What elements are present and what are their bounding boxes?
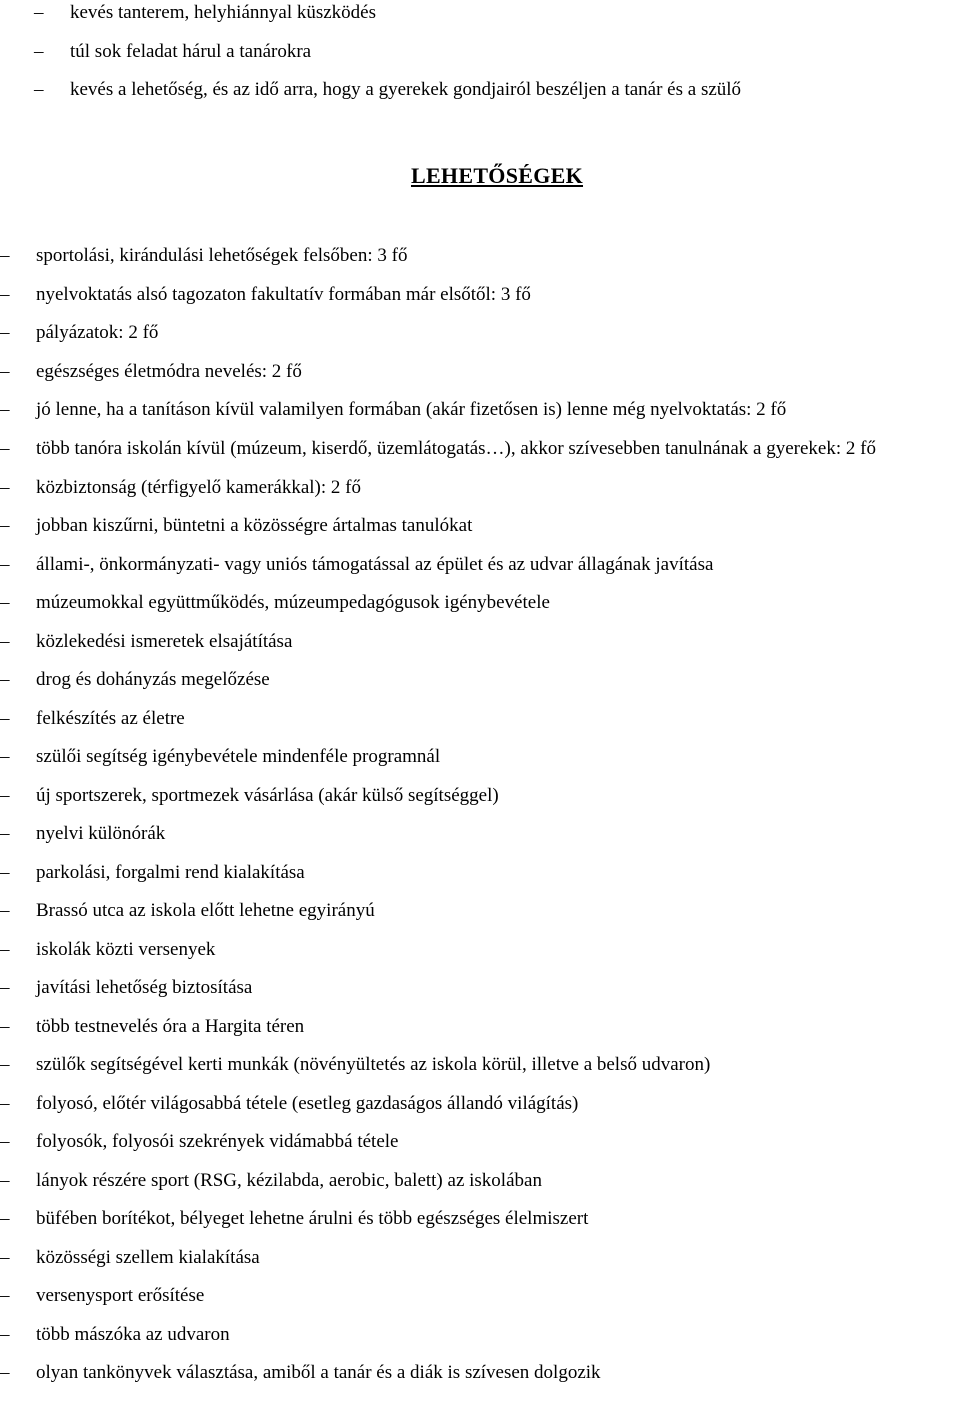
opportunity-item <box>0 276 960 315</box>
opportunity-item-text: pályázatok: 2 fő <box>36 322 159 343</box>
opportunity-item-text: szülői segítség igénybevétele mindenféle programnál <box>36 746 441 767</box>
dash-bullet: – <box>0 1169 10 1191</box>
opportunity-item <box>0 931 960 970</box>
opportunity-item <box>0 969 960 1008</box>
opportunity-item-text: büfében borítékot, bélyeget lehetne árulni és több egészséges élelmiszert <box>36 1208 589 1229</box>
dash-bullet: – <box>0 283 10 305</box>
opportunity-item <box>0 738 960 777</box>
opportunity-item <box>0 777 960 816</box>
dash-bullet: – <box>0 823 10 844</box>
dash-bullet: – <box>0 861 10 883</box>
opportunity-item-text: parkolási, forgalmi rend kialakítása <box>36 861 305 883</box>
dash-bullet: – <box>0 1131 10 1152</box>
dash-bullet: – <box>0 515 10 536</box>
section-heading: LEHETŐSÉGEK <box>410 163 584 188</box>
opportunity-item-text: folyosók, folyosói szekrények vidámabbá tétele <box>36 1131 399 1152</box>
opportunity-item <box>0 353 960 392</box>
opportunity-item-text: jó lenne, ha a tanításon kívül valamilyen formában (akár fizetősen is) lenne még nyelvoktatás: 2 fő <box>36 399 787 420</box>
dash-bullet: – <box>0 1246 10 1268</box>
dash-bullet: – <box>0 669 10 690</box>
dash-bullet: – <box>0 322 10 343</box>
opportunity-item <box>0 1162 960 1201</box>
problem-item-text: kevés a lehetőség, és az idő arra, hogy a gyerekek gondjairól beszéljen a tanár és a szülő <box>70 79 742 100</box>
problem-item-text: túl sok feladat hárul a tanárokra <box>70 40 312 62</box>
opportunity-item <box>0 1008 960 1047</box>
opportunity-item <box>0 1200 960 1239</box>
opportunity-item <box>0 623 960 662</box>
opportunity-item-text: lányok részére sport (RSG, kézilabda, aerobic, balett) az iskolában <box>36 1169 542 1191</box>
opportunity-item <box>0 391 960 430</box>
opportunity-item <box>0 584 960 623</box>
opportunity-item-text: közlekedési ismeretek elsajátítása <box>36 630 293 652</box>
opportunity-item-text: közösségi szellem kialakítása <box>36 1246 260 1268</box>
dash-bullet: – <box>0 1285 10 1306</box>
opportunity-item-text: iskolák közti versenyek <box>36 938 216 960</box>
opportunity-item-text: Brassó utca az iskola előtt lehetne egyirányú <box>36 900 375 921</box>
opportunity-item <box>0 507 960 546</box>
opportunity-item-text: állami-, önkormányzati- vagy uniós támogatással az épület és az udvar állagának javítása <box>36 553 714 575</box>
opportunity-item-text: több testnevelés óra a Hargita téren <box>36 1015 305 1037</box>
opportunity-item <box>0 469 960 508</box>
dash-bullet: – <box>0 245 10 266</box>
opportunity-item <box>0 1277 960 1316</box>
dash-bullet: – <box>0 553 10 575</box>
dash-bullet: – <box>34 2 44 23</box>
opportunity-item-text: olyan tankönyvek választása, amiből a tanár és a diák is szívesen dolgozik <box>36 1362 601 1383</box>
opportunity-item-text: nyelvi különórák <box>36 823 166 844</box>
opportunity-item <box>0 854 960 893</box>
opportunity-item <box>0 546 960 585</box>
opportunity-item-text: drog és dohányzás megelőzése <box>36 669 270 690</box>
opportunity-item <box>0 237 960 276</box>
dash-bullet: – <box>0 900 10 921</box>
dash-bullet: – <box>0 746 10 767</box>
dash-bullet: – <box>0 938 10 960</box>
opportunity-item <box>0 314 960 353</box>
opportunity-item-text: sportolási, kirándulási lehetőségek felsőben: 3 fő <box>36 245 408 266</box>
dash-bullet: – <box>0 1092 10 1114</box>
dash-bullet: – <box>34 79 44 100</box>
dash-bullet: – <box>0 784 10 806</box>
opportunity-item-text: folyosó, előtér világosabbá tétele (esetleg gazdaságos állandó világítás) <box>36 1092 579 1114</box>
opportunity-item-text: közbiztonság (térfigyelő kamerákkal): 2 fő <box>36 476 361 498</box>
dash-bullet: – <box>0 592 10 613</box>
opportunity-item-text: egészséges életmódra nevelés: 2 fő <box>36 360 302 382</box>
opportunity-item-text: versenysport erősítése <box>36 1285 205 1306</box>
problem-item-text: kevés tanterem, helyhiánnyal küszködés <box>70 2 377 23</box>
opportunity-item <box>0 1046 960 1085</box>
dash-bullet: – <box>0 437 10 459</box>
opportunity-item-text: javítási lehetőség biztosítása <box>36 977 253 998</box>
opportunities-list <box>0 237 960 1393</box>
opportunity-item-text: felkészítés az életre <box>36 707 185 729</box>
opportunity-item <box>0 1085 960 1124</box>
opportunity-item-text: szülők segítségével kerti munkák (növényültetés az iskola körül, illetve a belső udvaron) <box>36 1054 711 1075</box>
dash-bullet: – <box>0 476 10 498</box>
opportunity-item-text: több mászóka az udvaron <box>36 1323 230 1345</box>
opportunity-item <box>0 661 960 700</box>
opportunity-item-text: jobban kiszűrni, büntetni a közösségre ártalmas tanulókat <box>36 515 473 536</box>
opportunity-item <box>0 1354 960 1393</box>
opportunity-item <box>0 1123 960 1162</box>
problems-list <box>0 0 960 110</box>
problem-item <box>0 33 960 72</box>
dash-bullet: – <box>34 40 44 62</box>
dash-bullet: – <box>0 399 10 420</box>
problem-item <box>0 0 960 33</box>
dash-bullet: – <box>0 360 10 382</box>
opportunity-item <box>0 892 960 931</box>
opportunity-item <box>0 1239 960 1278</box>
opportunity-item <box>0 430 960 469</box>
opportunity-item <box>0 815 960 854</box>
dash-bullet: – <box>0 1362 10 1383</box>
dash-bullet: – <box>0 977 10 998</box>
opportunity-item <box>0 700 960 739</box>
dash-bullet: – <box>0 1323 10 1345</box>
opportunity-item-text: új sportszerek, sportmezek vásárlása (akár külső segítséggel) <box>36 784 499 806</box>
opportunity-item-text: több tanóra iskolán kívül (múzeum, kiserdő, üzemlátogatás…), akkor szívesebben tanulnának a gyerekek: 2 fő <box>36 437 876 459</box>
opportunity-item <box>0 1316 960 1355</box>
dash-bullet: – <box>0 1054 10 1075</box>
dash-bullet: – <box>0 707 10 729</box>
dash-bullet: – <box>0 630 10 652</box>
dash-bullet: – <box>0 1015 10 1037</box>
opportunity-item-text: múzeumokkal együttműködés, múzeumpedagógusok igénybevétele <box>36 592 550 613</box>
dash-bullet: – <box>0 1208 10 1229</box>
problem-item <box>0 71 960 110</box>
opportunity-item-text: nyelvoktatás alsó tagozaton fakultatív formában már elsőtől: 3 fő <box>36 283 531 305</box>
